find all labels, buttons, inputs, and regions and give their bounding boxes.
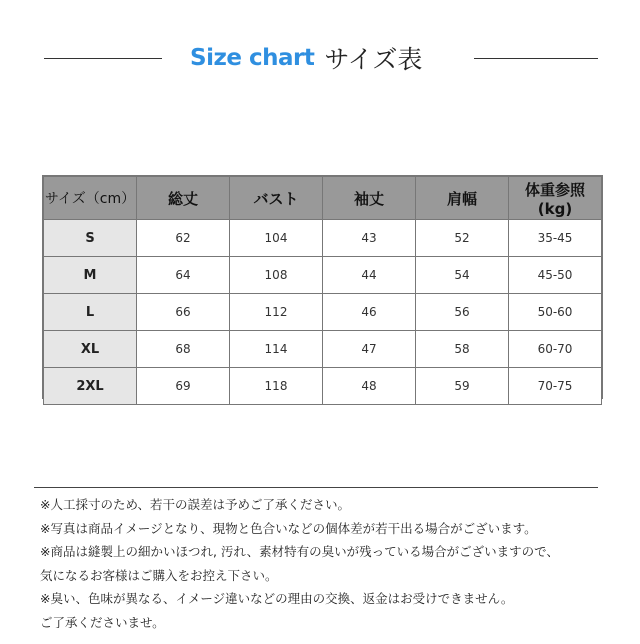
table-cell: 104: [230, 220, 323, 257]
row-size-label: 2XL: [44, 368, 137, 405]
note-line: ※人工採寸のため、若干の誤差は予めご了承ください。: [40, 497, 350, 512]
table-row: [44, 294, 602, 331]
table-cell: 64: [137, 257, 230, 294]
table-cell: 43: [323, 220, 416, 257]
title-rule-left: [44, 58, 162, 59]
column-header-length: 総丈: [137, 177, 230, 220]
table-cell: 35-45: [509, 220, 602, 257]
table-cell: 66: [137, 294, 230, 331]
table-cell: 56: [416, 294, 509, 331]
title-japanese: サイズ表: [324, 45, 423, 74]
table-cell: 62: [137, 220, 230, 257]
table-cell: 118: [230, 368, 323, 405]
table-cell: 112: [230, 294, 323, 331]
note-line: ご了承くださいませ。: [40, 614, 165, 630]
table-cell: 44: [323, 257, 416, 294]
column-header-size: サイズ（cm）: [44, 177, 137, 220]
column-header-sleeve: 袖丈: [323, 177, 416, 220]
column-header-bust: バスト: [230, 177, 323, 220]
row-size-label: L: [44, 294, 137, 331]
column-header-weight: 体重参照(kg): [509, 177, 602, 220]
notes-section: [40, 493, 620, 634]
size-table-container: [42, 175, 603, 399]
note-line: ※商品は縫製上の細かいほつれ, 汚れ、素材特有の臭いが残っている場合がございますので、: [40, 544, 559, 559]
table-cell: 54: [416, 257, 509, 294]
table-cell: 59: [416, 368, 509, 405]
table-cell: 108: [230, 257, 323, 294]
note-line: 気になるお客様はご購入をお控え下さい。: [40, 567, 278, 583]
page-title: [190, 40, 422, 76]
table-cell: 50-60: [509, 294, 602, 331]
table-row: [44, 257, 602, 294]
table-cell: 47: [323, 331, 416, 368]
table-cell: 46: [323, 294, 416, 331]
table-cell: 69: [137, 368, 230, 405]
row-size-label: S: [44, 220, 137, 257]
table-cell: 70-75: [509, 368, 602, 405]
table-cell: 114: [230, 331, 323, 368]
size-table: [43, 176, 602, 405]
title-rule-right: [474, 58, 598, 59]
table-row: [44, 331, 602, 368]
table-cell: 45-50: [509, 257, 602, 294]
table-cell: 48: [323, 368, 416, 405]
note-line: ※写真は商品イメージとなり、現物と色合いなどの個体差が若干出る場合がございます。: [40, 520, 537, 536]
table-cell: 60-70: [509, 331, 602, 368]
notes-divider: [34, 487, 598, 488]
table-header-row: [44, 177, 602, 220]
title-english: Size chart: [190, 45, 315, 71]
table-cell: 58: [416, 331, 509, 368]
table-row: [44, 368, 602, 405]
table-row: [44, 220, 602, 257]
table-cell: 52: [416, 220, 509, 257]
row-size-label: XL: [44, 331, 137, 368]
column-header-shoulder: 肩幅: [416, 177, 509, 220]
row-size-label: M: [44, 257, 137, 294]
note-line: ※臭い、色味が異なる、イメージ違いなどの理由の交換、返金はお受けできません。: [40, 591, 514, 606]
title-row: [0, 36, 640, 80]
table-cell: 68: [137, 331, 230, 368]
